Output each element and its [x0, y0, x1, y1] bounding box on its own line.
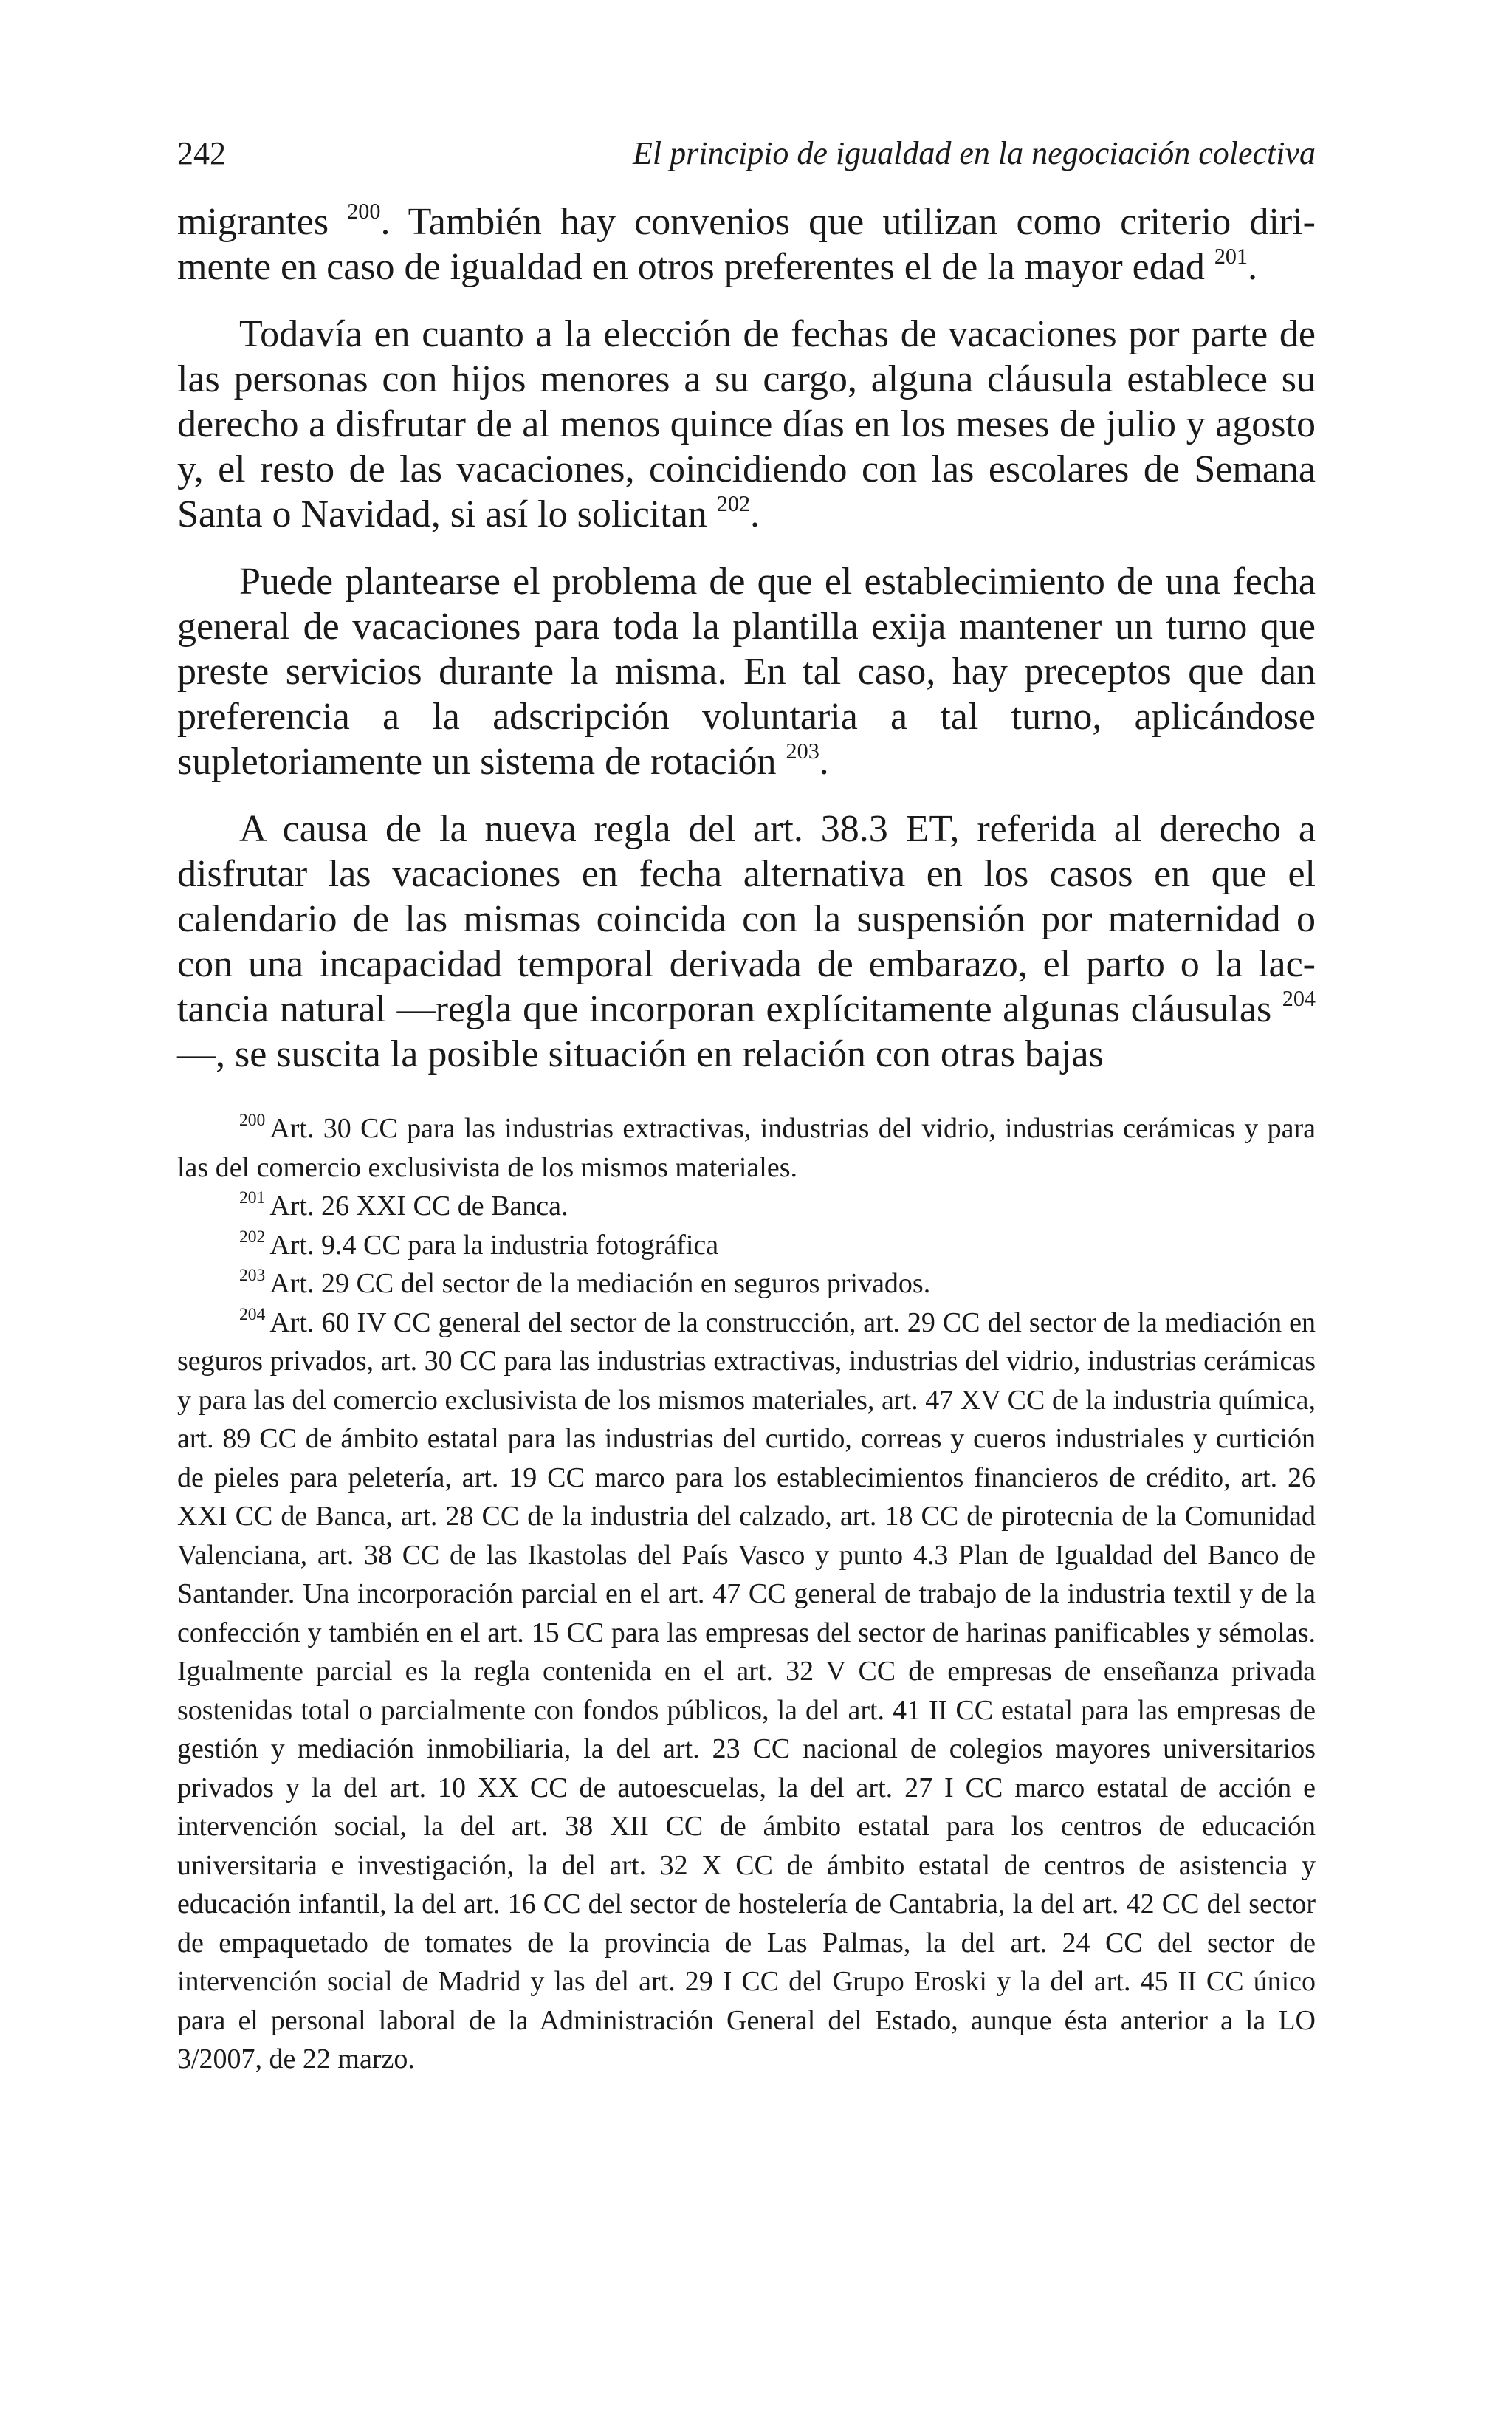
footnote-ref: 200: [347, 198, 381, 224]
text-run: migrantes: [177, 201, 348, 243]
text-run: .: [1248, 246, 1258, 288]
paragraph-p2: [177, 312, 1316, 537]
text-run: .: [750, 493, 760, 535]
footnotes-section: [177, 1109, 1316, 2079]
running-header: [177, 133, 1316, 174]
running-title: El principio de igualdad en la negociación colectiva: [633, 135, 1316, 171]
footnote-text: Art. 60 IV CC general del sector de la construcción, art. 29 CC del sector de la mediación en seguros privados, art. 30 CC para las industrias extractivas, industrias del vidrio, industrias cerámicas y para las del comercio exclusivista de los mismos materiales, art. 47 XV CC de la industria química, art. 89 CC de ámbito estatal para las industrias del curtido, correas y cueros industriales y curtición de pieles para peletería, art. 19 CC marco para los establecimientos financieros de crédito, art. 26 XXI CC de Banca, art. 28 CC de la industria del calzado, art. 18 CC de pirotecnia de la Comunidad Valenciana, art. 38 CC de las Ikastolas del País Vasco y punto 4.3 Plan de Igualdad del Banco de Santander. Una incorporación parcial en el art. 47 CC general de trabajo de la industria textil y de la confección y también en el art. 15 CC para las empresas del sector de harinas panificables y sémolas. Igualmente parcial es la regla contenida en el art. 32 V CC de empresas de enseñanza privada sostenidas total o parcialmente con fondos públicos, la del art. 41 II CC estatal para las empresas de gestión y mediación inmobiliaria, la del art. 23 CC nacional de colegios mayores universitarios privados y la del art. 10 XX CC de autoescuelas, la del art. 27 I CC marco estatal de acción e intervención social, la del art. 38 XII CC de ámbito estatal para los centros de educación universitaria e investigación, la del art. 32 X CC de ámbito estatal de centros de asistencia y educación infantil, la del art. 16 CC del sector de hostelería de Cantabria, la del art. 42 CC del sector de empaquetado de tomates de la provincia de Las Palmas, la del art. 24 CC del sector de intervención social de Madrid y las del art. 29 I CC del Grupo Eroski y la del art. 45 II CC único para el personal laboral de la Administración General del Estado, aunque ésta anterior a la LO 3/2007, de 22 marzo.: [177, 1306, 1316, 2074]
text-run: —, se suscita la posible situación en relación con otras bajas: [177, 1033, 1104, 1075]
footnote-text: Art. 29 CC del sector de la mediación en seguros privados.: [269, 1268, 931, 1299]
page-number: 242: [177, 135, 226, 171]
paragraph-p4: [177, 806, 1316, 1077]
footnote-number: 202: [239, 1227, 266, 1247]
book-page: [177, 133, 1316, 2079]
footnote-202: [177, 1226, 1316, 1265]
footnote-number: 201: [239, 1188, 266, 1207]
text-run: Puede plantearse el problema de que el establecimiento de una fecha general de vacaciones para toda la plantilla exija mantener un turno que preste servicios durante la misma. En tal caso, hay preceptos que dan preferencia a la adscripción voluntaria a tal turno, aplicándose supletoriamente un sistema de rotación: [177, 561, 1316, 783]
footnote-204: [177, 1303, 1316, 2079]
text-run: Todavía en cuanto a la elección de fechas de vacaciones por parte de las personas con hijos menores a su cargo, alguna cláusula establece su derecho a disfrutar de al menos quince días en los meses de julio y agosto y, el resto de las vacaciones, coincidiendo con las escolares de Semana Santa o Navidad, si así lo solicitan: [177, 313, 1316, 535]
paragraph-p1: [177, 199, 1316, 289]
text-run: . También hay convenios que utilizan como criterio dirimente en caso de igualdad en otros preferentes el de la mayor edad: [177, 201, 1316, 288]
text-run: A causa de la nueva regla del art. 38.3 ET, referida al derecho a disfrutar las vacaciones en fecha alternativa en los casos en que el calendario de las mismas coincida con la suspensión por maternidad o con una incapacidad temporal derivada de embarazo, el parto o la lactancia natural —regla que incorporan explícitamente algunas cláusulas: [177, 808, 1316, 1030]
footnote-ref: 202: [716, 490, 751, 516]
footnote-text: Art. 26 XXI CC de Banca.: [269, 1190, 568, 1222]
footnote-ref: 204: [1282, 985, 1316, 1011]
footnote-number: 200: [239, 1111, 266, 1130]
footnote-number: 204: [239, 1304, 266, 1324]
footnote-text: Art. 30 CC para las industrias extractivas, industrias del vidrio, industrias cerámicas y para las del comercio exclusivista de los mismos materiales.: [177, 1113, 1316, 1183]
footnote-200: [177, 1109, 1316, 1187]
footnote-ref: 203: [786, 738, 819, 764]
footnote-number: 203: [239, 1266, 266, 1285]
paragraph-p3: [177, 559, 1316, 784]
footnote-203: [177, 1264, 1316, 1303]
footnote-ref: 201: [1214, 243, 1248, 269]
text-run: .: [819, 741, 829, 783]
footnote-201: [177, 1187, 1316, 1226]
main-text: [177, 199, 1316, 1077]
footnote-text: Art. 9.4 CC para la industria fotográfica: [269, 1229, 719, 1261]
